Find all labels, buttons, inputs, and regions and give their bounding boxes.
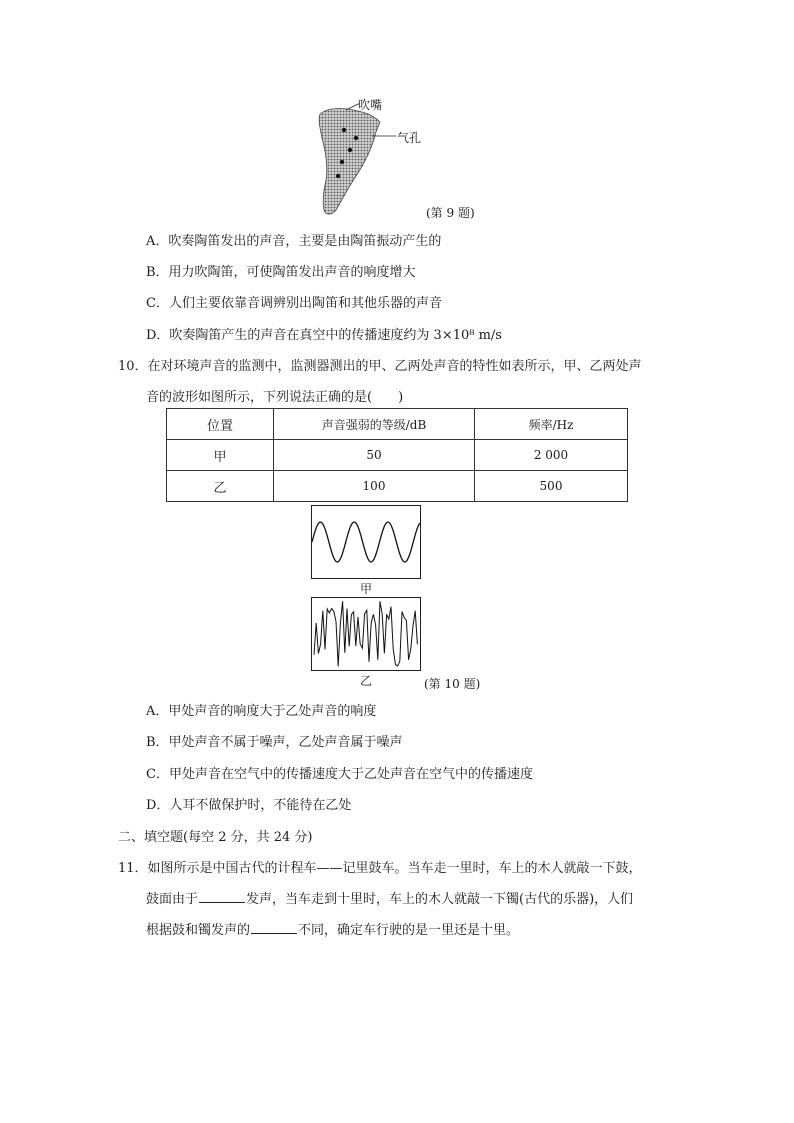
section-fill-in-heading: 二、填空题(每空 2 分，共 24 分) [118,830,313,845]
q10-stem-line2: 音的波形如图所示，下列说法正确的是( ) [146,390,404,405]
q11-line2 [146,888,633,907]
q9-option-b[interactable]: B．用力吹陶笛，可使陶笛发出声音的响度增大 [146,265,416,280]
q10-option-a[interactable]: A．甲处声音的响度大于乙处声音的响度 [146,704,377,719]
waveform-a-box [311,505,421,579]
q11-blank-1[interactable] [199,890,245,903]
table-cell: 50 [274,440,475,471]
q11-number: 11． [118,861,148,876]
table-header-row [167,409,628,440]
q10-caption: (第 10 题) [424,677,481,691]
table-cell: 乙 [167,471,274,502]
waveform-a-curve [312,522,420,562]
table-header-cell: 位置 [167,409,274,440]
q9-option-d[interactable]: D．吹奏陶笛产生的声音在真空中的传播速度约为 3×10⁸ m/s [146,328,502,343]
table-cell: 甲 [167,440,274,471]
waveform-a-plot [312,506,420,578]
q9-option-c[interactable]: C．人们主要依靠音调辨别出陶笛和其他乐器的声音 [146,296,442,311]
table-cell: 100 [274,471,475,502]
waveform-b-curve [314,601,417,666]
table-cell: 500 [475,471,628,502]
q9-option-a[interactable]: A．吹奏陶笛发出的声音，主要是由陶笛振动产生的 [146,234,442,249]
q10-stem-text1: 在对环境声音的监测中，监测器测出的甲、乙两处声音的特性如表所示，甲、乙两处声 [147,359,642,374]
q10-option-d[interactable]: D．人耳不做保护时，不能待在乙处 [146,798,352,813]
table-header-cell: 频率/Hz [475,409,628,440]
waveform-a-label: 甲 [360,582,373,596]
q11-text2a: 鼓面由于 [146,892,199,907]
q11-blank-2[interactable] [251,921,297,934]
q10-option-b[interactable]: B．甲处声音不属于噪声，乙处声音属于噪声 [146,735,403,750]
q10-stem-line1 [118,355,642,374]
q10-number: 10． [118,359,148,374]
waveform-b-label: 乙 [360,674,373,688]
label-mouthpiece: 吹嘴 [358,98,383,112]
q11-line3 [146,919,519,938]
q11-text1: 如图所示是中国古代的计程车——记里鼓车。当车走一里时，车上的木人就敲一下鼓， [147,861,642,876]
q10-option-c[interactable]: C．甲处声音在空气中的传播速度大于乙处声音在空气中的传播速度 [146,767,533,782]
label-airhole: 气孔 [397,131,422,145]
table-row [167,471,628,502]
q11-line1 [118,857,642,876]
q9-caption: (第 9 题) [426,206,475,220]
q11-text2b: 发声，当车走到十里时，车上的木人就敲一下镯(古代的乐器)，人们 [246,892,634,907]
q10-sound-table [166,408,628,502]
q11-text3b: 不同，确定车行驶的是一里还是十里。 [298,923,520,938]
waveform-b-plot [312,598,420,670]
waveform-b-box [311,597,421,671]
q11-text3a: 根据鼓和镯发声的 [146,923,251,938]
table-row [167,440,628,471]
table-header-cell: 声音强弱的等级/dB [274,409,475,440]
table-cell: 2 000 [475,440,628,471]
